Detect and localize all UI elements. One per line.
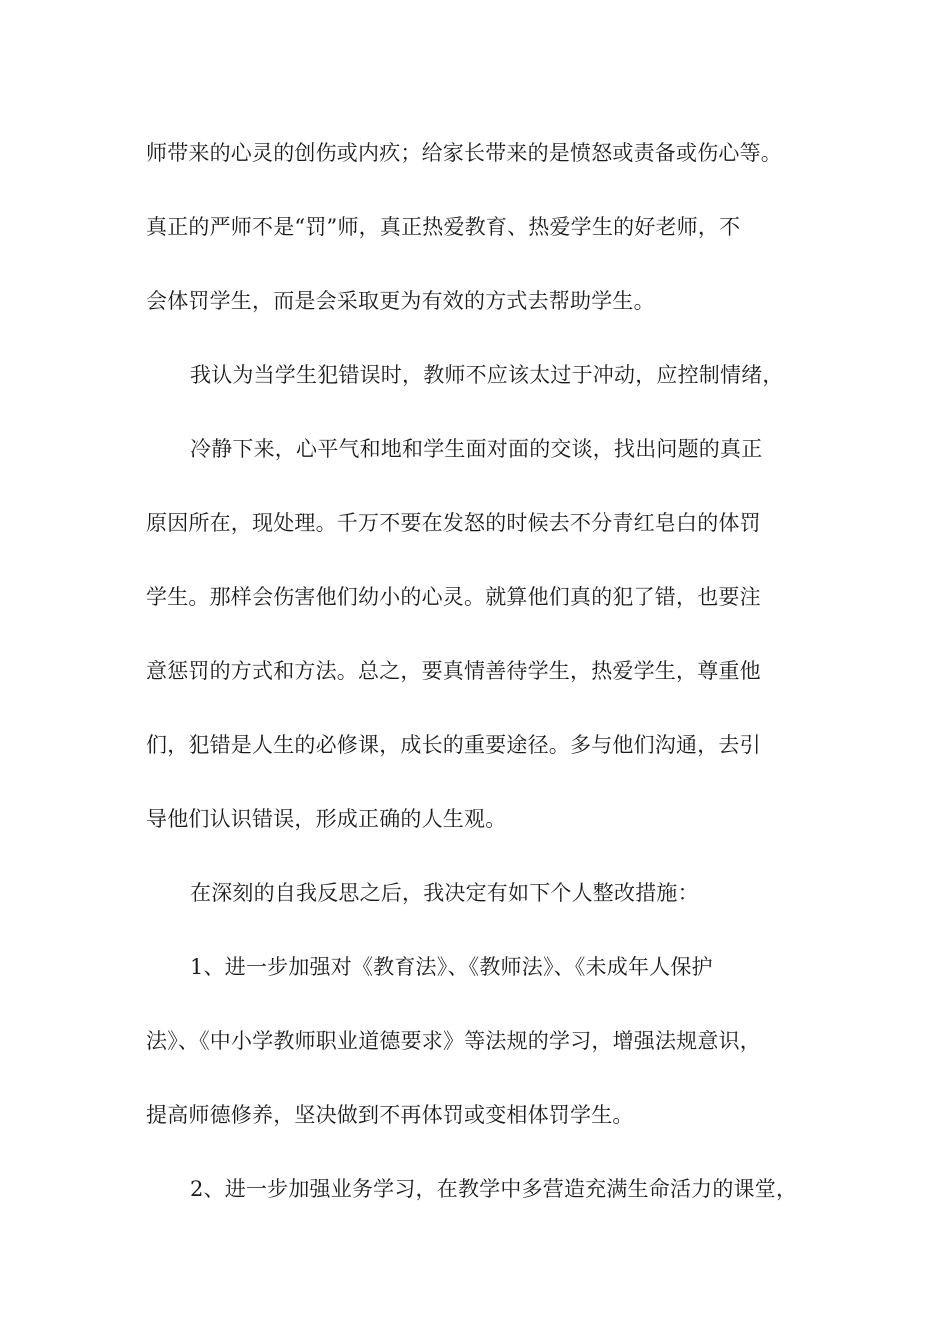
text-line-3: 会体罚学生，而是会采取更为有效的方式去帮助学生。 [146,289,655,313]
paragraph-start-line-5: 冷静下来，心平气和地和学生面对面的交谈，找出问题的真正 [190,437,763,461]
text-line-8: 意惩罚的方式和方法。总之，要真情善待学生，热爱学生，尊重他 [146,659,761,683]
list-item-1-line-2: 法》、《中小学教师职业道德要求》等法规的学习，增强法规意识， [146,1029,761,1053]
text-line-10: 导他们认识错误，形成正确的人生观。 [146,807,507,831]
text-line-6: 原因所在，现处理。千万不要在发怒的时候去不分青红皂白的体罚 [146,511,761,535]
paragraph-start-line-4: 我认为当学生犯错误时，教师不应该太过于冲动，应控制情绪， [190,363,784,387]
text-line-1: 师带来的心灵的创伤或内疚；给家长带来的是愤怒或责备或伤心等。 [146,141,782,165]
text-line-2: 真正的严师不是“罚”师，真正热爱教育、热爱学生的好老师，不 [146,215,741,239]
text-line-7: 学生。那样会伤害他们幼小的心灵。就算他们真的犯了错，也要注 [146,585,761,609]
list-item-1-start: 1、进一步加强对《教育法》、《教师法》、《未成年人保护 [190,955,713,979]
list-item-2-start: 2、进一步加强业务学习，在教学中多营造充满生命活力的课堂， [190,1177,798,1201]
text-line-9: 们，犯错是人生的必修课，成长的重要途径。多与他们沟通，去引 [146,733,761,757]
list-item-1-line-3: 提高师德修养，坚决做到不再体罚或变相体罚学生。 [146,1103,634,1127]
paragraph-start-line-11: 在深刻的自我反思之后，我决定有如下个人整改措施： [190,881,699,905]
